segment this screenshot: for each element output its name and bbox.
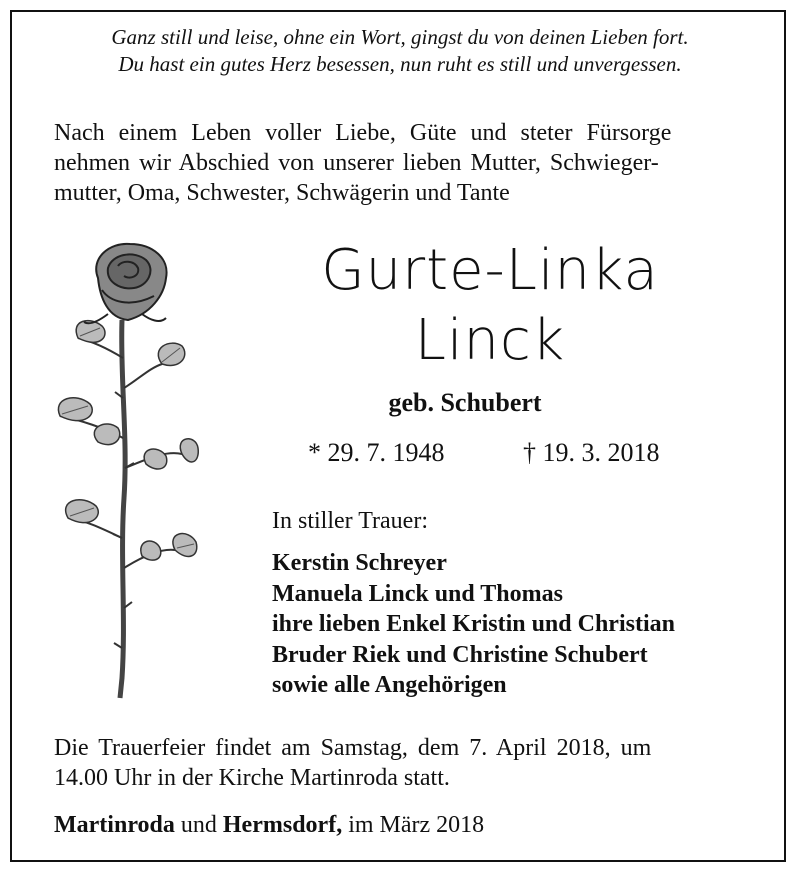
- mourner-name: sowie alle Angehörigen: [272, 672, 507, 698]
- ceremony-line-1: Die Trauerfeier findet am Samstag, dem 7. April 2018, um: [54, 735, 652, 761]
- deceased-first-name: Gurte-Linka: [321, 238, 659, 303]
- motto-verse: [0, 24, 800, 78]
- mourners-label: In stiller Trauer:: [272, 508, 428, 534]
- deceased-last-name: Linck: [414, 308, 566, 373]
- place-martinroda: Martinroda: [54, 812, 175, 838]
- birth-date: * 29. 7. 1948: [308, 438, 445, 467]
- intro-line-2: nehmen wir Abschied von unserer lieben Mutter, Schwieger-: [54, 150, 659, 176]
- motto-line-2: Du hast ein gutes Herz besessen, nun ruht es still und unvergessen.: [118, 52, 682, 76]
- ceremony-text: [54, 733, 754, 793]
- rose-icon: [50, 238, 200, 708]
- intro-line-3: mutter, Oma, Schwester, Schwägerin und Tante: [54, 180, 510, 206]
- closing-connector: und: [174, 812, 223, 838]
- place-hermsdorf: Hermsdorf,: [222, 812, 343, 838]
- mourner-name: Manuela Linck und Thomas: [272, 580, 563, 607]
- motto-line-1: Ganz still und leise, ohne ein Wort, gingst du von deinen Lieben fort.: [111, 25, 689, 49]
- birth-name: geb. Schubert: [388, 388, 542, 417]
- mourner-name: Kerstin Schreyer: [272, 550, 447, 576]
- life-dates: [308, 438, 660, 468]
- intro-line-1: Nach einem Leben voller Liebe, Güte und steter Fürsorge: [54, 120, 672, 146]
- closing-line: [54, 812, 484, 839]
- intro-text: [54, 118, 754, 208]
- mourner-name: Bruder Riek und Christine Schubert: [272, 641, 648, 668]
- death-date: † 19. 3. 2018: [523, 438, 660, 467]
- mourner-name: ihre lieben Enkel Kristin und Christian: [272, 611, 675, 637]
- mourners-list: [272, 548, 675, 701]
- closing-date: im März 2018: [342, 812, 485, 838]
- ceremony-line-2: 14.00 Uhr in der Kirche Martinroda statt.: [54, 765, 450, 791]
